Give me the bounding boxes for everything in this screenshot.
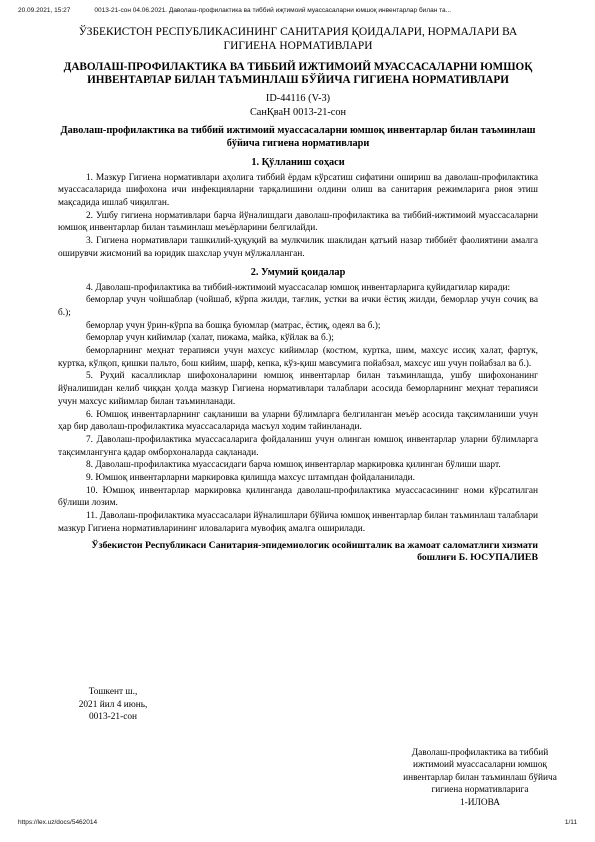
place-number: 0013-21-сон (88, 712, 138, 723)
document-number: СанҚваН 0013-21-сон (249, 106, 347, 118)
place-date: 2021 йил 4 июнь, (78, 699, 148, 710)
print-header (18, 7, 577, 14)
place-date-block (68, 686, 158, 724)
list-item: беморлар учун ўрин-кўрпа ва бошқа буюмлар (матрас, ёстиқ, одеял ва б.); (86, 320, 381, 331)
place-city: Тошкент ш., (88, 687, 138, 697)
document-title: ДАВОЛАШ-ПРОФИЛАКТИКА ВА ТИББИЙ ИЖТИМОИЙ МУАССАСАЛАРНИ ЮМШОҚ ИНВЕНТАРЛАР БИЛАН ТАЪМИНЛАШ БЎЙИЧА ГИГИЕНА НОРМАТИВЛАРИ (63, 61, 533, 87)
list-item: беморлар учун чойшаблар (чойшаб, кўрпа жилди, тағлик, устки ва ички ёстиқ жилди, беморлар учун сочиқ ва б.); (58, 295, 538, 318)
print-timestamp: 20.09.2021, 15:27 (18, 7, 71, 14)
print-title: 0013-21-сон 04.06.2021. Даволаш-профилактика ва тиббий иҗтимоий муассасаларни юмшоқ инвентарлар билан та... (94, 7, 452, 14)
document-body (58, 25, 538, 565)
list-item: беморлар учун кийимлар (халат, пижама, майка, кўйлак ва б.); (86, 333, 334, 344)
paragraph: 4. Даволаш-профилактика ва тиббий-ижтимоий муассасалар юмшоқ инвентарларига қуйидагилар киради: (86, 282, 511, 293)
paragraph: 11. Даволаш-профилактика муассасалари йўналишлари бўйича юмшоқ инвентарлар билан таъминлаш талаблари мазкур Гигиена нормативларининг иловаларига мувофиқ амалга оширилади. (58, 511, 538, 534)
document-subtitle: Даволаш-профилактика ва тиббий ижтимоий муассасаларни юмшоқ инвентарлар билан таъминлаш бўйича гигиена нормативлари (60, 125, 536, 149)
paragraph: 7. Даволаш-профилактика муассасаларига фойдаланиш учун олинган юмшоқ инвентарлар уларни бўлимларга тақсимлангунга қадар омборхоналарда сақланади. (58, 434, 538, 458)
annex-block (385, 747, 575, 809)
annex-line: Даволаш-профилактика ва тиббий (411, 748, 549, 758)
signature-block: Ўзбекистон Республикаси Санитария-эпидемиологик осойишталик ва жамоат саломатлиги хизмати бошлиғи Б. ЮСУПАЛИЕВ (91, 539, 538, 564)
paragraph: 2. Ушбу гигиена нормативлари барча йўналишдаги даволаш-профилактика ва тиббий-ижтимоий муассасаларни юмшоқ инвентарлар билан таъминлаш меъёрларини белгилайди. (58, 210, 538, 234)
document-id: ID-44116 (V-3) (265, 93, 331, 105)
paragraph: 5. Руҳий касалликлар шифохоналарини юмшоқ инвентарлар билан таъминлашда, ушбу шифохонанинг йўналишидан келиб чиққан ҳолда мазкур Гигиена нормативлари талаблари асосида беморларнинг меҳнат терапияси учун махсус кийимлар билан таъминланади. (58, 371, 538, 407)
page-number: 1/11 (564, 819, 577, 826)
print-footer (18, 819, 577, 826)
section-heading-1: 1. Қўлланиш соҳаси (251, 156, 345, 168)
annex-line: гигиена нормативларига (431, 785, 529, 796)
authority-title: ЎЗБЕКИСТОН РЕСПУБЛИКАСИНИНГ САНИТАРИЯ ҚОИДАЛАРИ, НОРМАЛАРИ ВА ГИГИЕНА НОРМАТИВЛАРИ (78, 26, 518, 52)
paragraph: 6. Юмшоқ инвентарларнинг сақланиши ва уларни бўлимларга белгиланган меъёр асосида тақсимланиши учун ҳар бир даволаш-профилактика муассасаларида масъул ходим тайинланади. (58, 409, 538, 433)
section-heading-2: 2. Умумий қоидалар (250, 266, 346, 278)
paragraph: 1. Мазкур Гигиена нормативлари аҳолига тиббий ёрдам кўрсатиш сифатини ошириш ва даволаш-профилактика муассасаларида шифохона ичи инфекцияларни тарқалишини олдини олиш ва санитария режимларига риоя этиш мақсадида ишлаб чиқилган. (58, 172, 538, 208)
paragraph: 8. Даволаш-профилактика муассасидаги барча юмшоқ инвентарлар маркировка қилинган бўлиши шарт. (86, 460, 501, 471)
annex-line: инвентарлар билан таъминлаш бўйича (403, 772, 557, 783)
paragraph: 3. Гигиена нормативлари ташкилий-ҳуқуқий ва мулкчилик шаклидан қатъий назар тиббиёт фаолиятини амалга оширувчи жисмоний ва юридик шахслар учун мўлжалланган. (58, 236, 538, 259)
source-url-link[interactable]: https://lex.uz/docs/5462014 (18, 819, 98, 826)
annex-line: ижтимоий муассасаларни юмшоқ (412, 760, 548, 771)
annex-number: 1-ИЛОВА (459, 797, 500, 808)
paragraph: 9. Юмшоқ инвентарларни маркировка қилишда махсус штампдан фойдаланилади. (86, 473, 415, 484)
paragraph: 10. Юмшоқ инвентарлар маркировка қилинганда даволаш-профилактика муассасасининг номи кўрсатилган бўлиши лозим. (58, 485, 538, 509)
list-item: беморларнинг меҳнат терапияси учун махсус кийимлар (костюм, куртка, шим, махсус иссиқ халат, фартук, куртка, кўлқоп, қишки пальто, бош кийим, шарф, кепка, кўз-қиш мавсумига пойабзал, махсус иш учун пойабзал ва б.). (58, 346, 538, 369)
